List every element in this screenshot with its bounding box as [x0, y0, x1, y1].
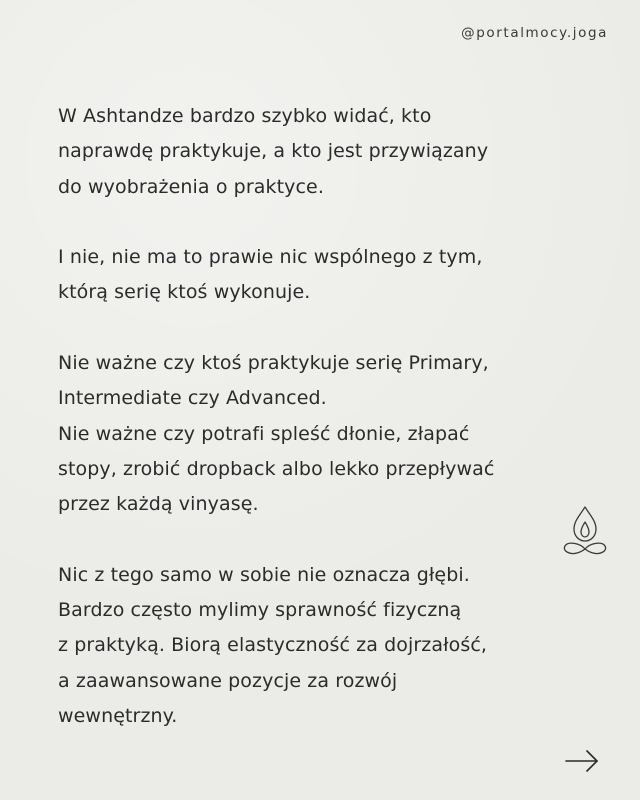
paragraph-1 — [58, 99, 598, 205]
paragraph-4 — [58, 558, 598, 734]
account-handle: @portalmocy.joga — [461, 25, 608, 41]
text-line: Nie ważne czy potrafi spleść dłonie, złapać — [58, 422, 470, 445]
text-line: naprawdę praktykuje, a kto jest przywiązany — [58, 140, 489, 163]
text-line: do wyobrażenia o praktyce. — [58, 175, 324, 198]
text-line: Bardzo często mylimy sprawność fizyczną — [58, 599, 462, 622]
meditation-flame-icon — [558, 503, 612, 559]
text-line: przez każdą vinyasę. — [58, 493, 259, 516]
arrow-right-icon[interactable] — [564, 748, 600, 774]
paragraph-3 — [58, 346, 598, 522]
body-text — [58, 99, 598, 770]
text-line: I nie, nie ma to prawie nic wspólnego z tym, — [58, 246, 483, 269]
text-line: W Ashtandze bardzo szybko widać, kto — [58, 105, 432, 127]
text-line: którą serię ktoś wykonuje. — [58, 281, 311, 304]
text-line: Nie ważne czy ktoś praktykuje serię Primary, — [58, 352, 489, 375]
text-line: stopy, zrobić dropback albo lekko przepływać — [58, 457, 495, 480]
text-line: Nic z tego samo w sobie nie oznacza głębi. — [58, 563, 470, 586]
text-line: Intermediate czy Advanced. — [58, 387, 327, 410]
paragraph-2 — [58, 240, 598, 311]
text-line: a zaawansowane pozycje za rozwój — [58, 669, 398, 692]
text-line: z praktyką. Biorą elastyczność za dojrzałość, — [58, 634, 488, 657]
text-line: wewnętrzny. — [58, 705, 178, 728]
